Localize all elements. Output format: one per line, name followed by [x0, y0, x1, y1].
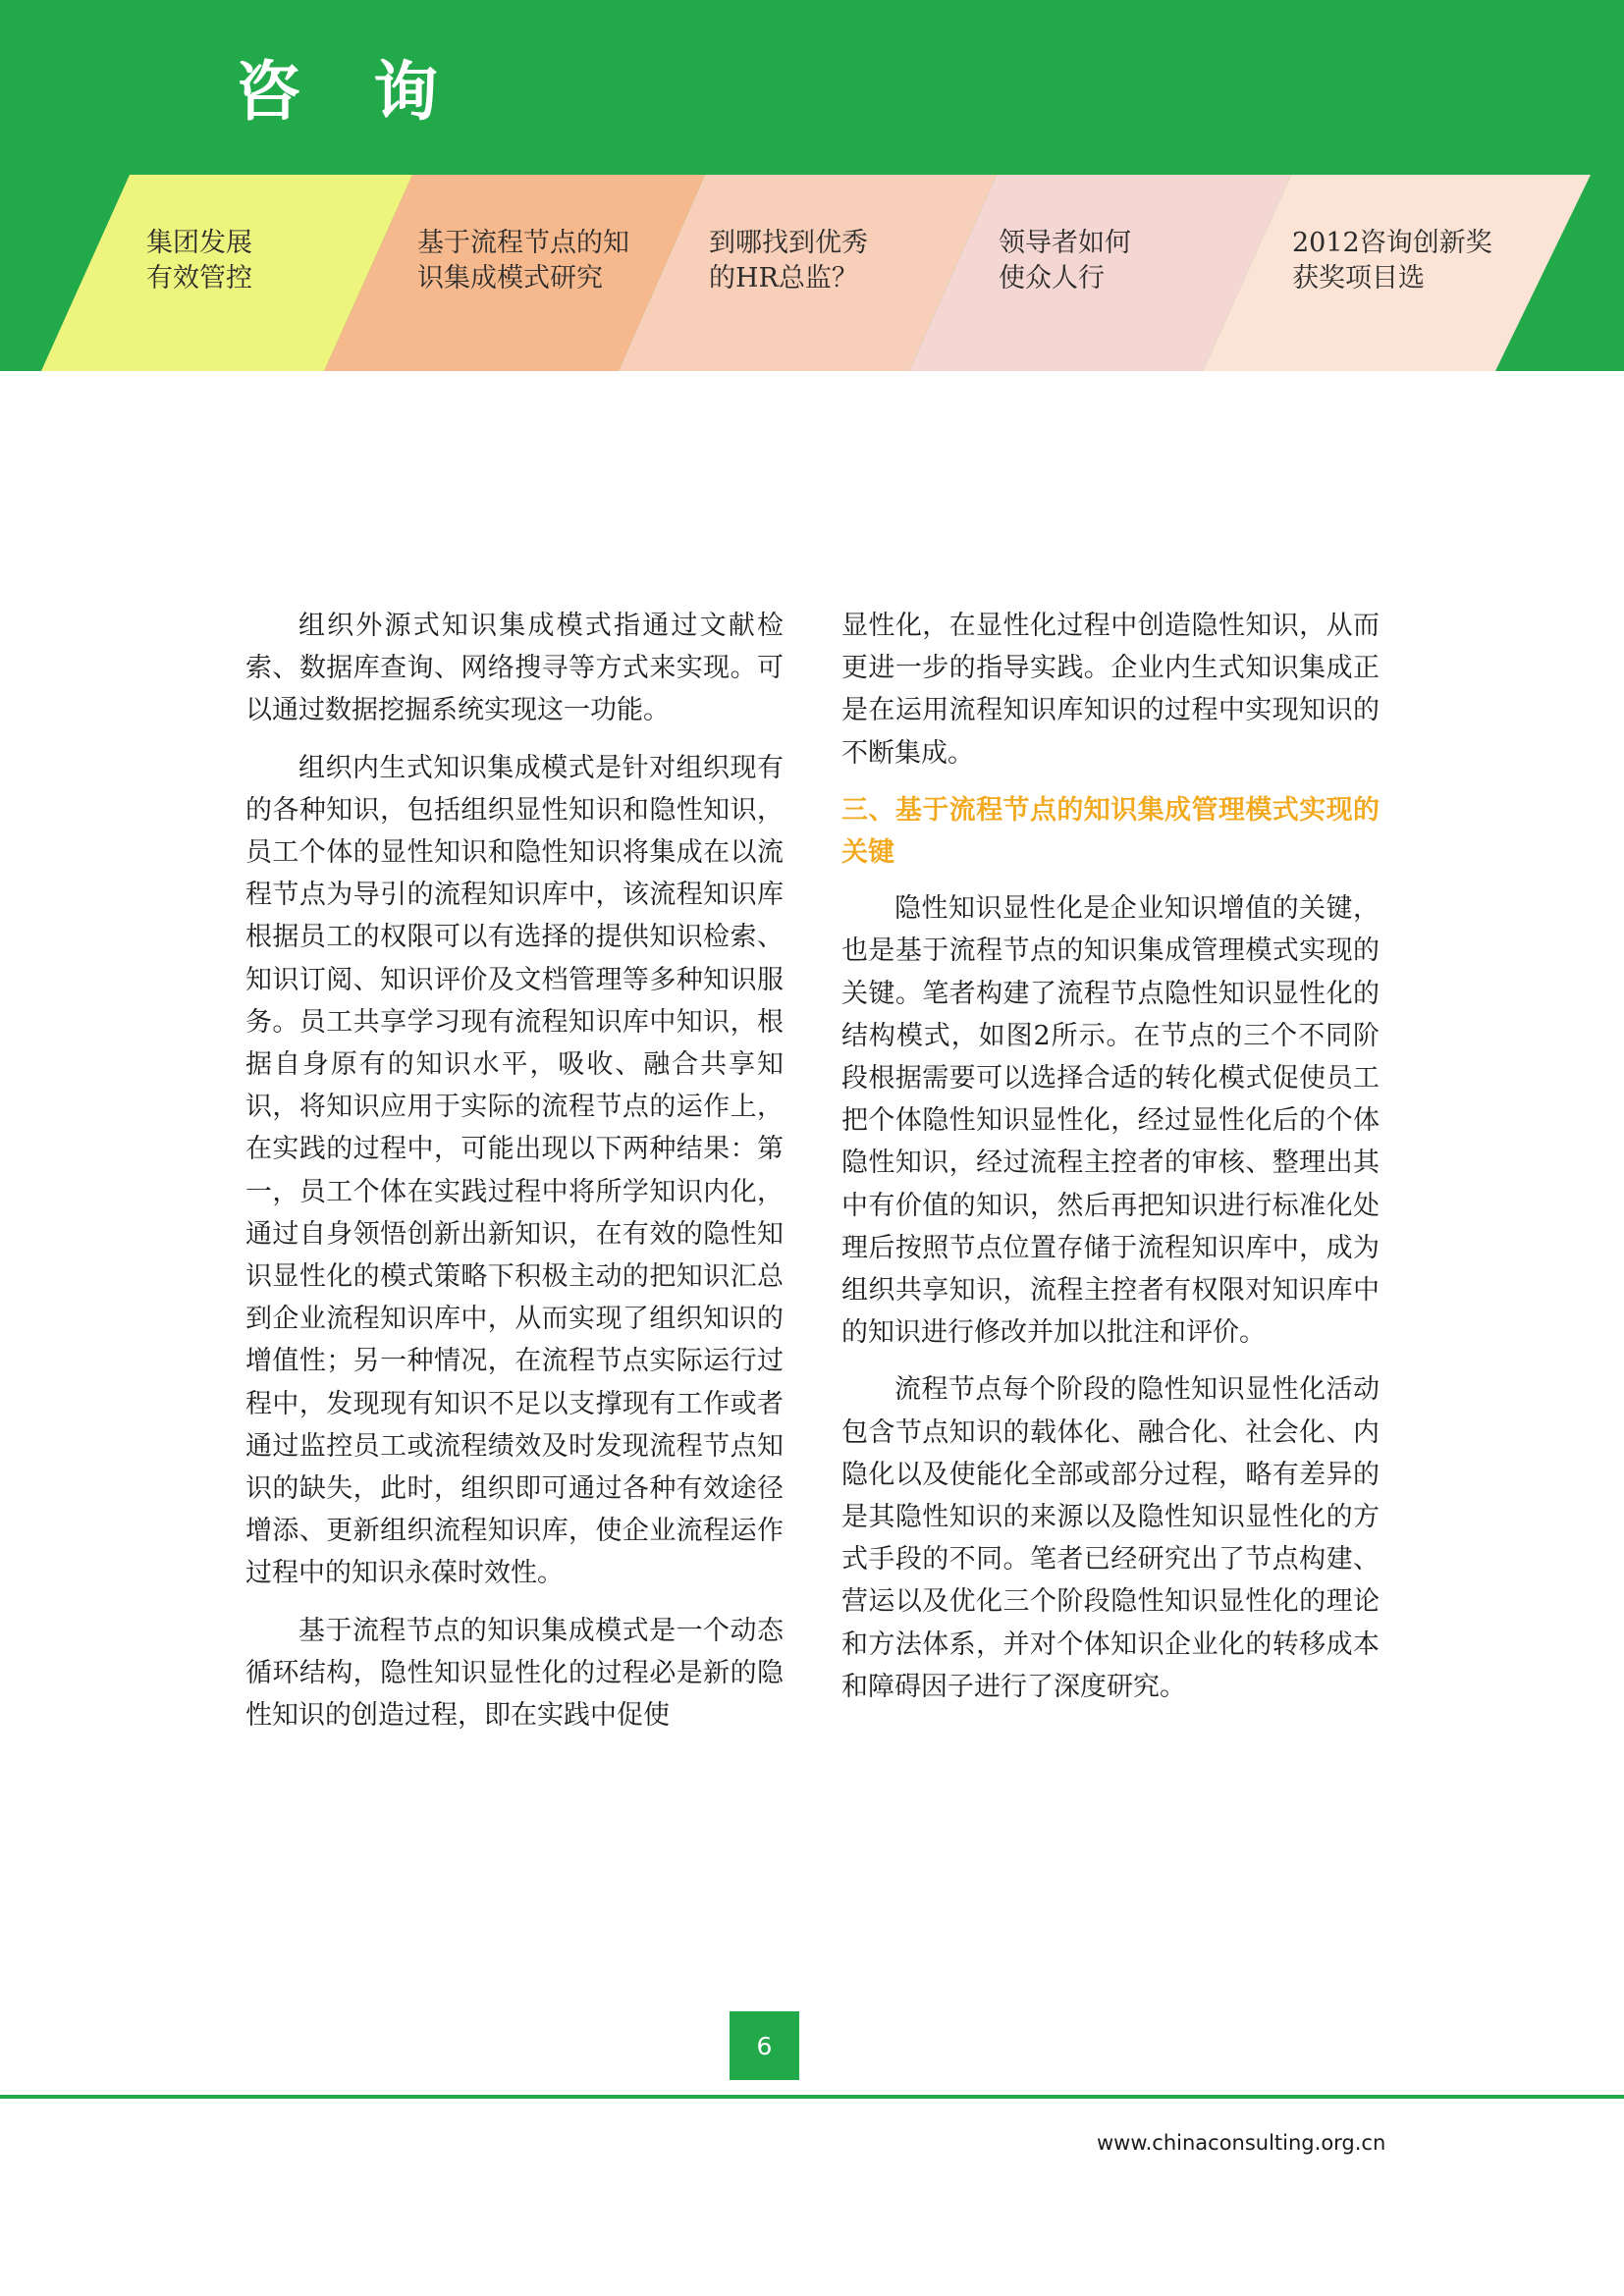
paragraph: 组织内生式知识集成模式是针对组织现有的各种知识，包括组织显性知识和隐性知识，员工个体的显性知识和隐性知识将集成在以流程节点为导引的流程知识库中，该流程知识库根据员工的权限可以有选择的提供知识检索、知识订阅、知识评价及文档管理等多种知识服务。员工共享学习现有流程知识库中知识，根据自身原有的知识水平，吸收、融合共享知识，将知识应用于实际的流程节点的运作上，在实践的过程中，可能出现以下两种结果：第一，员工个体在实践过程中将所学知识内化，通过自身领悟创新出新知识，在有效的隐性知识显性化的模式策略下积极主动的把知识汇总到企业流程知识库中，从而实现了组织知识的增值性；另一种情况，在流程节点实际运行过程中，发现现有知识不足以支撑现有工作或者通过监控员工或流程绩效及时发现流程节点知识的缺失，此时，组织即可通过各种有效途径增添、更新组织流程知识库，使企业流程运作过程中的知识永葆时效性。 [245, 752, 784, 1589]
paragraph: 流程节点每个阶段的隐性知识显性化活动包含节点知识的载体化、融合化、社会化、内隐化以及使能化全部或部分过程，略有差异的是其隐性知识的来源以及隐性知识显性化的方式手段的不同。笔者已经研究出了节点构建、营运以及优化三个阶段隐性知识显性化的理论和方法体系，并对个体知识企业化的转移成本和障碍因子进行了深度研究。 [841, 1374, 1380, 1702]
tabs-shapes [0, 0, 1624, 371]
brand-title: 咨询 [236, 53, 511, 130]
footer-website-link[interactable]: www.chinaconsulting.org.cn [1097, 2131, 1386, 2155]
page-number: 6 [730, 2011, 799, 2080]
paragraph: 组织外源式知识集成模式指通过文献检索、数据库查询、网络搜寻等方式来实现。可以通过数据挖掘系统实现这一功能。 [245, 611, 784, 726]
tab-innovation-award[interactable]: 2012咨询创新奖 获奖项目选 [1292, 228, 1492, 294]
paragraph-continuation: 显性化，在显性化过程中创造隐性知识，从而更进一步的指导实践。企业内生式知识集成正是在运用流程知识库知识的过程中实现知识的不断集成。 [841, 611, 1380, 769]
tab-group-control[interactable]: 集团发展 有效管控 [146, 228, 252, 294]
right-column [841, 605, 1380, 1723]
left-column [245, 605, 784, 1751]
paragraph: 基于流程节点的知识集成模式是一个动态循环结构，隐性知识显性化的过程必是新的隐性知识的创造过程，即在实践中促使 [245, 1615, 784, 1732]
tab-knowledge-integration[interactable]: 基于流程节点的知 识集成模式研究 [417, 228, 629, 294]
tab-leadership[interactable]: 领导者如何 使众人行 [999, 228, 1131, 294]
tab-hr-director[interactable]: 到哪找到优秀 的HR总监？ [709, 228, 868, 294]
paragraph: 隐性知识显性化是企业知识增值的关键，也是基于流程节点的知识集成管理模式实现的关键。笔者构建了流程节点隐性知识显性化的结构模式，如图2所示。在节点的三个不同阶段根据需要可以选择合适的转化模式促使员工把个体隐性知识显性化，经过显性化后的个体隐性知识，经过流程主控者的审核、整理出其中有价值的知识，然后再把知识进行标准化处理后按照节点位置存储于流程知识库中，成为组织共享知识，流程主控者有权限对知识库中的知识进行修改并加以批注和评价。 [841, 893, 1380, 1349]
section-heading: 三、基于流程节点的知识集成管理模式实现的关键 [841, 794, 1380, 869]
section-tabs [0, 0, 1624, 371]
footer-divider [0, 2095, 1624, 2099]
